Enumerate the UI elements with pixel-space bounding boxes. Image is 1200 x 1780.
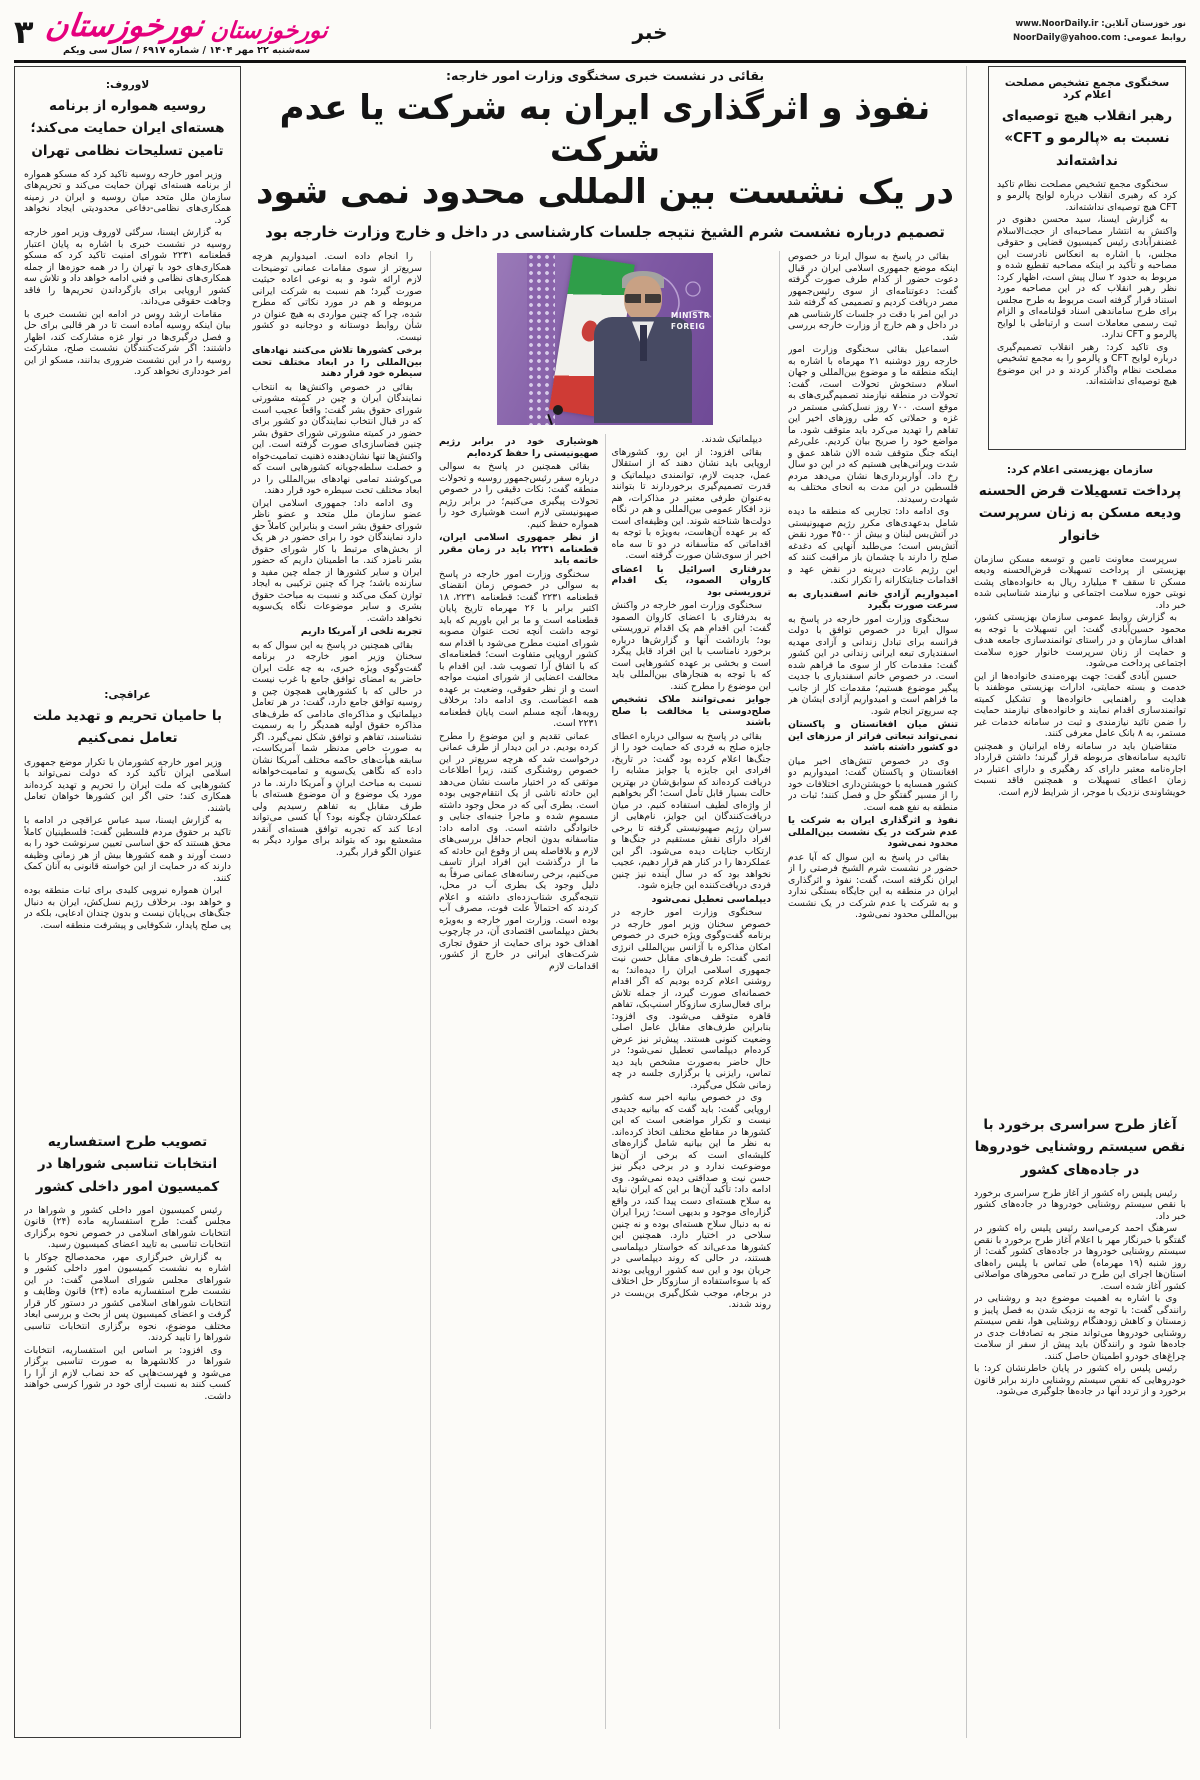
article-headline: پرداخت تسهیلات قرض الحسنه ودیعه مسکن به زنان سرپرست خانوار bbox=[978, 483, 1182, 544]
ministry-watermark bbox=[671, 311, 710, 331]
watermark-line1: MINISTR bbox=[670, 311, 710, 321]
main-kicker: بقائی در نشست خبری سخنگوی وزارت امور خارجه: bbox=[445, 68, 765, 83]
article-kicker: لاوروف: bbox=[105, 79, 150, 91]
body-paragraph: وزیر امور خارجه روسیه تاکید کرد که مسکو همواره از برنامه هسته‌ای تهران حمایت می‌کند و تحریم‌های سازمان ملل متحد میان روسیه و ایران در زمینه همکاری‌های نظامی-دفاعی محدودیتی ایجاد نخواهد کرد. bbox=[24, 168, 231, 226]
contact-info bbox=[886, 18, 1186, 45]
right-sidebar bbox=[974, 66, 1186, 1742]
body-paragraph: وی تاکید کرد: رهبر انقلاب تصمیم‌گیری درباره لوایح CFT و پالرمو را به مجمع تشخیص مصلحت نظام واگذار کردند و در این موضوع هیچ توصیه‌ای نداشته‌اند. bbox=[997, 341, 1177, 388]
article-councils-election bbox=[24, 1131, 231, 1711]
body-paragraph: رئیس پلیس راه کشور از آغاز طرح سراسری برخورد با نقص سیستم روشنایی خودروها در جاده‌های کشور خبر داد. bbox=[974, 1187, 1186, 1222]
body-paragraph: مقامات ارشد روس در ادامه این نشست خبری با بیان اینکه روسیه آماده است تا در هر قالبی برای حل و فصل درگیری‌ها در نوار غزه مشارکت کند، اظهار داشتند: اگر شرکت‌کنندگان نشست صلح، مشارکت روسیه را در این نشست ضروری بدانند، مسکو از این امر خودداری نخواهد کرد. bbox=[24, 308, 231, 378]
inline-subhead: تجربه تلخی از آمریکا داریم bbox=[300, 626, 422, 638]
body-paragraph: وی با اشاره به اهمیت موضوع دید و روشنایی در رانندگی گفت: با توجه به نزدیک شدن به فصل پاییز و زمستان و کاهش زودهنگام روشنایی هوا، نقص سیستم روشنایی خودروها می‌تواند منجر به تصادفات جدی در جاده‌ها شود و رانندگان باید پیش از سفر از سلامت چراغ‌های خودرو اطمینان حاصل کنند. bbox=[974, 1293, 1186, 1362]
body-paragraph: وزیر امور خارجه کشورمان با تکرار موضع جمهوری اسلامی ایران تأکید کرد که دولت نمی‌تواند با کشورهایی که ملت ایران را تحریم و تهدید کرده‌اند همکاری کند؛ حتی اگر این کشورها خواهان تعامل باشند. bbox=[24, 756, 231, 814]
body-paragraph: سخنگوی مجمع تشخیص مصلحت نظام تاکید کرد که رهبری انقلاب درباره لوایح پالرمو و CFT هیچ توصیه‌ای نداشته‌اند. bbox=[997, 178, 1177, 213]
website-line: نور خوزستان آنلاین: www.NoorDaily.ir bbox=[1015, 19, 1186, 30]
article-araghchi bbox=[24, 689, 231, 1117]
article-headline: رهبر انقلاب هیچ توصیه‌ای نسبت به «پالرمو و CFT» نداشته‌اند bbox=[1001, 108, 1173, 169]
main-column-2 bbox=[605, 434, 772, 1729]
inline-subhead: نفوذ و اثرگذاری ایران به شرکت یا عدم شرکت در یک نشست بین‌المللی محدود نمی‌شود bbox=[788, 815, 958, 850]
left-sidebar bbox=[14, 66, 241, 1738]
body-paragraph: وی در خصوص تنش‌های اخیر میان افغانستان و پاکستان گفت: امیدواریم دو کشور همسایه با خویشتن‌داری اختلافات خود را از مسیر گفتگو حل و فصل کنند؛ ثبات در منطقه به نفع همه است. bbox=[788, 755, 958, 813]
article-body bbox=[997, 179, 1177, 439]
article-headline: با حامیان تحریم و تهدید ملت تعامل نمی‌کنیم bbox=[33, 708, 222, 747]
newspaper-logo-large: نورخوزستان bbox=[43, 8, 206, 44]
brand-area bbox=[14, 8, 414, 56]
column-rule bbox=[966, 66, 967, 1738]
body-paragraph: وی ادامه داد: جمهوری اسلامی ایران عضو سازمان ملل متحد و عضو ناظر شورای حقوق بشر است و بنابراین کاملاً حق دارد نمایندگان خود را برای حضور در هر یک از بخش‌های مرتبط با کار شورای حقوق بشر نامزد کند. ما اطمینان داریم که حضور ایران و سایر کشورها از جمله چین مفید و سازنده باشد؛ چرا که چنین ترکیبی به ایجاد توازن کمک می‌کند و نسبت به مباحث حقوق بشری و سایر موضوعات نگاه یک‌سویه نخواهد داشت. bbox=[252, 497, 422, 624]
figure-glasses bbox=[625, 294, 661, 303]
inline-subhead: بدرفتاری اسرائیل با اعضای کاروان الصمود، یک اقدام تروریستی بود bbox=[611, 563, 771, 598]
spokesperson-figure bbox=[587, 271, 699, 423]
article-kicker: سازمان بهزیستی اعلام کرد: bbox=[1006, 464, 1154, 476]
article-kicker: سخنگوی مجمع تشخیص مصلحت اعلام کرد bbox=[1004, 77, 1170, 101]
body-paragraph: سخنگوی وزارت امور خارجه در واکنش به بدرفتاری با اعضای کاروان الصمود گفت: این اقدام هم یک اقدام تروریستی بود؛ بازداشت آنها و گزارش‌ها درباره برخورد نامناسب با این افراد قابل پیگرد است و بخشی بر عهده کشورهایی است که با توجه به هنجارهای بین‌المللی باید این موضوع را مطرح کنند. bbox=[611, 600, 771, 692]
body-paragraph: سرپرست معاونت تامین و توسعه مسکن سازمان بهزیستی از پرداخت تسهیلات قرض‌الحسنه ودیعه مسکن تا سقف ۴ میلیارد ریال به خانواده‌های پشت نوبتی حوزه سلامت اجتماعی و نیازمند شناسایی شده خبر داد. bbox=[974, 553, 1186, 611]
article-traffic-police bbox=[974, 1114, 1186, 1742]
middle-columns bbox=[439, 434, 771, 1729]
body-paragraph: به گزارش روابط عمومی سازمان بهزیستی کشور، محمود حسین‌آبادی گفت: این تسهیلات با توجه به اهداف سازمان و در راستای توانمندسازی جامعه هدف و حمایت از زنان سرپرست خانوار حوزه سلامت اجتماعی پرداخت می‌شود. bbox=[974, 612, 1186, 670]
body-paragraph: به گزارش ایسنا، سید محسن دهنوی در واکنش به انتشار مصاحبه‌ای از حجت‌الاسلام غضنفرآبادی رئیس کمیسیون قضایی و حقوقی مجلس، با اشاره به انعکاس نادرست این مصاحبه و تأکید بر اینکه مصاحبه تقطیع شده و مربوط به حدود ۲ سال پیش است، اظهار کرد: نظر رهبر انقلاب که در این مصاحبه مورد استناد قرار گرفته است مربوط به طرح مجلس برای طرح ساماندهی اسناد قولنامه‌ای و الزام ثبت رسمی معاملات است و ارتباطی با لوایح پالرمو و CFT ندارد. bbox=[997, 214, 1177, 341]
body-paragraph: بقائی در خصوص واکنش‌ها به انتخاب نمایندگان ایران و چین در کمیته مشورتی شورای حقوق بشر گفت: واقعاً عجیب است که در قبال انتخاب نمایندگان دو کشور برای حضور در کمیته مشورتی شورای حقوق بشر چنین فضاسازی‌ای صورت گرفته است. این واکنش‌ها تنها نشان‌دهنده ذهنیت تمامیت‌خواه و خصلت سلطه‌جویانه کشورهایی است که می‌کوشند تمامی نهادهای بین‌المللی را در ابعاد مختلف تحت سیطره خود قرار دهند. bbox=[252, 381, 422, 497]
main-column-4 bbox=[252, 251, 422, 1729]
article-housing-loans bbox=[974, 464, 1186, 1100]
article-headline: تصویب طرح استفساریه انتخابات تناسبی شوراها در کمیسیون امور داخلی کشور bbox=[35, 1134, 220, 1195]
article-kicker: عراقچی: bbox=[104, 689, 151, 701]
article-cft bbox=[988, 66, 1186, 450]
body-paragraph: دیپلماتیک شدند. bbox=[701, 434, 762, 446]
newspaper-logo: نورخوزستان bbox=[209, 18, 329, 44]
body-paragraph: رئیس پلیس راه کشور در پایان خاطرنشان کرد: با خودروهایی که نقص سیستم روشنایی دارند برابر قانون برخورد و از تردد آنها در جاده‌ها جلوگیری می‌شود. bbox=[974, 1363, 1186, 1398]
body-paragraph: به گزارش ایسنا، سید عباس عراقچی در ادامه با تاکید بر حقوق مردم فلسطین گفت: فلسطینیان کاملاً محق هستند که حق اساسی تعیین سرنوشت خود را به دست آورند و همه کشورها بیش از هر زمانی وظیفه دارند که در حمایت از این خواسته قانونی به آنان کمک کنند. bbox=[24, 815, 231, 884]
inline-subhead: تنش میان افغانستان و پاکستان نمی‌تواند تبعاتی فراتر از مرزهای این دو کشور داشته باشد bbox=[788, 719, 958, 754]
main-subhead: تصمیم درباره نشست شرم الشیخ نتیجه جلسات کارشناسی در داخل و خارج وزارت خارجه بود bbox=[265, 223, 945, 242]
body-paragraph: اسماعیل بقائی سخنگوی وزارت امور خارجه روز دوشنبه ۲۱ مهرماه با اشاره به اینکه منطقه ما و موضوع بین‌المللی و جهان اسلام دستخوش تحولات است، گفت: تحولات در منطقه نیازمند تصمیم‌گیری‌های به موقع است. ۷۰۰ روز نسل‌کشی مستمر در غزه و حملاتی که طی روزهای اخیر این تفاهم را تهدید می‌کرد باید متوقف شود. ما مواضع خود را صریح بیان کردیم. علی‌رغم اینکه جنگ متوقف شده الان شاهد عمق و شدت ویرانی‌هایی هستیم که در این دو سال رخ داد. آواربرداری‌ها نشان می‌دهد مردم فلسطین در این مدت به انحای مختلف به شهادت رسیدند. bbox=[788, 344, 958, 505]
dateline: سه‌شنبه ۲۲ مهر ۱۴۰۴ / شماره ۶۹۱۷ / سال سی ویکم bbox=[63, 45, 311, 56]
main-headline bbox=[252, 87, 958, 213]
main-article bbox=[252, 66, 958, 1742]
article-body bbox=[974, 1188, 1186, 1742]
article-photo bbox=[497, 253, 713, 425]
body-paragraph: بقائی همچنین در پاسخ به سوالی درباره سفر رئیس‌جمهور روسیه و تحولات منطقه گفت: نکات دقیقی را در خصوص تحولات پیگیری می‌کنیم؛ در برابر رژیم صهیونیستی لازم است هوشیاری خود را همواره حفظ کنیم. bbox=[439, 461, 599, 530]
body-paragraph: بقائی همچنین در پاسخ به این سوال که به سخنان وزیر امور خارجه در برنامه گفت‌وگوی ویژه خبری، به چه علت ایران حاضر به امضای توافق جامع با غرب نیست در حالی که با کشورهایی همچون چین و روسیه توافق جامع دارد، گفت: در هر تعامل دیپلماتیک و مذاکره‌ای مادامی که طرف‌های مذاکره حقوق اولیه همدیگر را به رسمیت نشناسند، تفاهم و توافق شکل نمی‌گیرد. اگر به صورت خاص مدنظر شما آمریکاست، سابقه هیأت‌های حاکمه مختلف آمریکا نشان داده که نگاهی یک‌سویه و تمامیت‌خواهانه نسبت به مباحث ایران و آمریکا دارند. ما در مورد یک موضوع و آن موضوع هسته‌ای با طرف مقابل به تفاهم رسیدیم ولی عملکردشان چگونه بود؟ آیا کسی می‌تواند ادعا کند که تجربه توافق هسته‌ای آنقدر مشعشع بود که بتواند برای موارد دیگر به عنوان الگو قرار بگیرد. bbox=[252, 639, 422, 858]
figure-tie bbox=[640, 325, 647, 361]
body-paragraph: به گزارش خبرگزاری مهر، محمدصالح جوکار با اشاره به نشست کمیسیون امور داخلی کشور و شوراهای مجلس شورای اسلامی گفت: در این نشست طرح استفساریه ماده (۲۴) قانون وظایف و انتخابات شوراهای اسلامی کشور در دستور کار قرار گرفت و اعضای کمیسیون پس از بحث و بررسی ابعاد مختلف موضوع، نحوه برگزاری انتخابات تناسبی شوراها را تایید کردند. bbox=[24, 1251, 231, 1344]
article-body bbox=[24, 169, 231, 675]
main-headline-line2: در یک نشست بین المللی محدود نمی شود bbox=[256, 172, 954, 213]
main-body bbox=[252, 251, 958, 1729]
article-body bbox=[24, 1205, 231, 1711]
main-headline-line1: نفوذ و اثرگذاری ایران به شرکت یا عدم شرکت bbox=[279, 88, 931, 171]
body-paragraph: سخنگوی وزارت امور خارجه در خصوص سخنان وزیر امور خارجه در برنامه گفت‌وگوی ویژه خبری در خصوص امکان مذاکره با آژانس بین‌المللی انرژی اتمی گفت: طرف‌های مقابل حسن نیت جمهوری اسلامی ایران را دیده‌اند؛ به روشنی اعلام کرده بودیم که اگر اقدام خصمانه‌ای صورت گیرد، از جمله تلاش برای فعال‌سازی سازوکار اسنپ‌بک، تفاهم قاهره متوقف می‌شود. وی افزود: بنابراین طرف‌های مقابل عامل اصلی وضعیت کنونی هستند. پیش‌تر نیز عرض کرده‌ام دیپلماسی تعطیل نمی‌شود؛ در حال حاضر به‌صورت مشخص باید دید تماس، رایزنی یا برگزاری جلسه در چه زمانی شکل می‌گیرد. bbox=[611, 907, 771, 1091]
article-body bbox=[24, 757, 231, 1117]
inline-subhead: برخی کشورها تلاش می‌کنند نهادهای بین‌المللی را در ابعاد مختلف تحت سیطره خود قرار دهند bbox=[252, 345, 422, 380]
body-paragraph: بقائی در پاسخ به سوالی درباره اعطای جایزه صلح به فردی که حمایت خود را از جنگ‌ها اعلام کرده بود گفت: در تاریخ، افرادی این جایزه یا جوایز مشابه را دریافت کرده‌اند که سوابق‌شان در بهترین حالت بسیار قابل تأمل است؛ اگر بخواهیم از واژه‌ای لطیف استفاده کنیم. در میان دریافت‌کنندگان این جوایز، نام‌هایی از سران رژیم صهیونیستی گرفته تا برخی افراد دارای نقش مستقیم در جنگ‌ها و ارتکاب جنایات دیده می‌شود. اگر این عملکردها را در کنار هم قرار دهیم، عجیب نخواهد بود که در سال آینده نیز چنین فردی دریافت‌کننده این جایزه شود. bbox=[611, 730, 771, 892]
body-paragraph: عمانی تقدیم و این موضوع را مطرح کرده بودیم. در این دیدار از طرف عمانی درخواست شد که هرچه سریع‌تر در این خصوص روشنگری کنند، زیرا اطلاعات موثقی که در اختیار ماست نشان می‌دهد این حادثه ناشی از یک انتقام‌جویی بوده است. بطری آبی که در محل وجود داشته مسموم شده و ماجرا جنبه‌ای جنایی و خانوادگی داشته است. وی ادامه داد: متاسفانه بدون انجام حداقل بررسی‌های لازم و بلافاصله پس از وقوع این حادثه که ما از درگذشت این افراد ابراز تاسف می‌کنیم، برخی رسانه‌های عمانی صرفاً به دلیل وجود یک بطری آب در محل، نتیجه‌گیری شتاب‌زده‌ای داشته و اعلام کردند که احتمالاً علت فوت، مصرف آب بوده است. وزارت امور خارجه و به‌ویژه بخش دیپلماسی اقتصادی آن، در چارچوب اهداف خود برای حمایت از حقوق تجاری شرکت‌های ایرانی در خارج از کشور، اقدامات لازم bbox=[439, 730, 599, 972]
body-paragraph: ایران همواره نیرویی کلیدی برای ثبات منطقه بوده و خواهد بود. برخلاف رژیم نسل‌کش، ایران به دنبال جنگ‌های بی‌پایان نیست و بدون چندان ادعایی، بلکه در پی صلح پایدار، شکوفایی و پیشرفت منطقه است. bbox=[24, 885, 231, 931]
body-paragraph: سخنگوی وزارت امور خارجه در پاسخ به سوال ایرنا در خصوص توافق با دولت فرانسه برای تبادل زندانی و آزادی مهدیه اسفندیاری تبعه ایرانی زندانی در این کشور گفت: مقدمات کار از سوی ما فراهم شده است. در خصوص خانم اسفندیاری با جدیت پیگیر موضوع هستیم؛ مقدمات کار از جانب ما فراهم است و امیدواریم آزادی ایشان هر چه سریع‌تر انجام شود. bbox=[788, 613, 958, 717]
body-paragraph: وی افزود: بر اساس این استفساریه، انتخابات شوراها در کلانشهرها به صورت تناسبی برگزار می‌شود و فهرست‌هایی که حد نصاب لازم از آرا را کسب کنند به نسبت آرای خود در شورا کرسی خواهند داشت. bbox=[24, 1344, 231, 1402]
main-column-3 bbox=[439, 434, 605, 1729]
body-paragraph: وی در خصوص بیانیه اخیر سه کشور اروپایی گفت: باید گفت که بیانیه جدیدی نیست و تکرار مواضعی است که این کشورها در مقاطع مختلف اتخاذ کرده‌اند. به نظر ما این بیانیه شامل گزاره‌های کلیشه‌ای است که برخی از آن‌ها موضوعیت ندارد و در برخی دیگر نیز حسن نیت و صداقتی دیده نمی‌شود. وی ادامه داد: تأکید آن‌ها بر این که ایران نباید به سلاح هسته‌ای دست پیدا کند، در واقع گزاره‌ای موجود و بدیهی است؛ زیرا ایران نه به دنبال سلاح هسته‌ای بوده و نه چنین سلاحی در اختیار دارد. همچنین این کشورها مدعی‌اند که خواستار دیپلماسی هستند، در حالی که روند دیپلماسی در جریان بود و این سه کشور اروپایی بودند که با سوءاستفاده از سازوکار حل اختلاف در برجام، موجب شکل‌گیری بن‌بست در روند شدند. bbox=[611, 1092, 771, 1311]
body-paragraph: سرهنگ احمد کرمی‌اسد رئیس پلیس راه کشور در گفتگو با خبرنگار مهر با اعلام آغاز طرح برخورد با نقص سیستم روشنایی خودروها در جاده‌های کشور گفت: از روز شنبه (۱۹ مهرماه) طی تماس با پلیس راه‌های استان‌ها اجرای این طرح در تمامی محورهای مواصلاتی کشور آغاز شده است. bbox=[974, 1223, 1186, 1292]
inline-subhead: هوشیاری خود در برابر رژیم صهیونیستی را حفظ کرده‌ایم bbox=[439, 436, 599, 459]
article-lavrov bbox=[24, 79, 231, 675]
brand-block bbox=[43, 8, 329, 56]
inline-subhead: امیدواریم آزادی خانم اسفندیاری به سرعت صورت بگیرد bbox=[788, 588, 958, 612]
inline-subhead: از نظر جمهوری اسلامی ایران، قطعنامه ۲۲۳۱ باید در زمان مقرر خاتمه یابد bbox=[439, 532, 599, 567]
email-line: روابط عمومی: NoorDaily@yahoo.com bbox=[1012, 33, 1186, 43]
article-body bbox=[974, 554, 1186, 1100]
body-paragraph: را انجام داده است. امیدواریم هرچه سریع‌تر از سوی مقامات عمانی توضیحات لازم ارائه شود و به نوعی اعاده حیثیت صورت گیرد؛ هم نسبت به شرکت ایرانی مربوطه و هم در مورد نکاتی که مطرح شده، چرا که چنین مواردی به هیچ عنوان در شأن روابط دوستانه و دوجانبه دو کشور نیست. bbox=[252, 251, 422, 343]
page-number: ۳ bbox=[14, 13, 34, 51]
inline-subhead: دیپلماسی تعطیل نمی‌شود bbox=[651, 893, 771, 905]
body-paragraph: متقاضیان باید در سامانه رفاه ایرانیان و همچنین تائیدیه سامانه‌های مربوطه قرار گیرند؛ داشتن قرارداد اجاره‌نامه معتبر دارای کد رهگیری و دارای اعتبار در زمان اعطای تسهیلات و همچنین فاقد نسبت خویشاوندی نزدیک با موجر، از شرایط لازم است. bbox=[974, 740, 1186, 798]
main-middle-area bbox=[430, 251, 780, 1729]
body-paragraph: حسین آبادی گفت: جهت بهره‌مندی خانواده‌ها از این خدمت و بسته حمایتی، ادارات بهزیستی موظفند با هدایت و راهنمایی خانواده‌ها و تشکیل کمیته توانمندسازی اقدام نمایند و خانواده‌های نیازمند حمایت را ضمن تائید نیازمندی و ثبت در سامانه خدمات غیر مستمر، به ۸ بانک عامل معرفی کنند. bbox=[974, 670, 1186, 740]
body-paragraph: وی ادامه داد: تجاربی که منطقه ما دیده شامل بدعهدی‌های مکرر رژیم صهیونیستی در آتش‌بس لبنان و بیش از ۴۵۰۰ مورد نقض آتش‌بس است؛ می‌طلبد آنهایی که دغدغه صلح را دارند با چشمان باز مراقبت کنند که این رژیم عادت دیرینه در نقض عهد و اقدامات جنایتکارانه را تکرار نکند. bbox=[788, 506, 958, 587]
body-paragraph: به گزارش ایسنا، سرگئی لاوروف وزیر امور خارجه روسیه در نشست خبری با اشاره به پایان اعتبار قطعنامه ۲۲۳۱ شورای امنیت تاکید کرد که مسکو همکاری‌های خود با تهران را در همه حوزه‌ها از جمله همکاری‌های نظامی و فنی ادامه خواهد داد و تلاش سه کشور اروپایی برای بازگرداندن تحریم‌ها را فاقد وجاهت حقوقی می‌داند. bbox=[24, 227, 231, 308]
body-paragraph: بقائی در پاسخ به سوال ایرنا در خصوص اینکه موضع جمهوری اسلامی ایران در قبال دعوت حضور از کدام طرف صورت گرفته گفت: دعوتنامه‌ای از سوی رئیس‌جمهور مصر دریافت کردیم و تصمیمی که گرفته شد در این امر با دقت در جلسات کارشناسی هم در داخل و هم خارج از وزارت خارجه بررسی شد. bbox=[788, 251, 958, 343]
page-header bbox=[14, 4, 1186, 63]
body-paragraph: بقائی افزود: از این رو، کشورهای اروپایی باید نشان دهند که از استقلال عمل، جدیت لازم، توانمندی دیپلماتیک و قدرت تصمیم‌گیری برخوردارند تا بتوانند به‌عنوان طرفی معتبر در مذاکرات، هم نزد افکار عمومی بین‌المللی و هم در نگاه دولت‌ها شناخته شوند. این وظیفه‌ای است که بر عهده آن‌هاست، به‌ویژه با توجه به اقداماتی که متأسفانه در دو تا سه ماه اخیر از سوی‌شان صورت گرفته است. bbox=[611, 446, 771, 562]
watermark-line2: FOREIG bbox=[670, 321, 706, 331]
section-title: خبر bbox=[632, 20, 668, 44]
newspaper-logo-group bbox=[43, 8, 329, 44]
body-paragraph: سخنگوی وزارت امور خارجه در پاسخ به سوالی در خصوص زمان انقضای قطعنامه ۲۲۳۱ گفت: قطعنامه ۲۲۳۱، ۱۸ اکتبر برابر با ۲۶ مهرماه تاریخ پایان قطعنامه است و ما بر این باوریم که باید توجه داشت آنچه تحت عنوان مصوبه شورای امنیت مطرح می‌شود با اقدام سه کشور اروپایی متفاوت است؛ قطعنامه‌ای که با اتفاق آرا تصویب شد. این اقدام با مخالفت اعضایی از شورای امنیت مواجه است و از نظر حقوقی، وضعیت بر عهده همه اعضاست. وی ادامه داد: برخلاف رویه‌ها، آنچه مسلم است پایان قطعنامه ۲۲۳۱ است. bbox=[439, 568, 599, 730]
inline-subhead: جوایز نمی‌توانند ملاک تشخیص صلح‌دوستی یا مخالفت با صلح باشند bbox=[611, 694, 771, 729]
main-column-1 bbox=[788, 251, 958, 1729]
body-paragraph: رئیس کمیسیون امور داخلی کشور و شوراها در مجلس گفت: طرح استفساریه ماده (۲۴) قانون انتخابات شوراهای اسلامی در خصوص نحوه برگزاری انتخابات تناسبی به تایید اعضای کمیسیون رسید. bbox=[24, 1204, 231, 1251]
body-paragraph: بقائی در پاسخ به این سوال که آیا عدم حضور در نشست شرم الشیخ فرصتی را از ایران نگرفته است، گفت: نفوذ و اثرگذاری ایران در منطقه به این جایگاه بستگی ندارد و به شرکت یا عدم شرکت در یک نشست بین‌المللی محدود نمی‌شود. bbox=[788, 851, 958, 921]
article-headline: روسیه همواره از برنامه هسته‌ای ایران حمایت می‌کند؛ تامین تسلیحات نظامی تهران bbox=[30, 98, 225, 159]
article-headline: آغاز طرح سراسری برخورد با نقص سیستم روشنایی خودروها در جاده‌های کشور bbox=[974, 1117, 1186, 1178]
